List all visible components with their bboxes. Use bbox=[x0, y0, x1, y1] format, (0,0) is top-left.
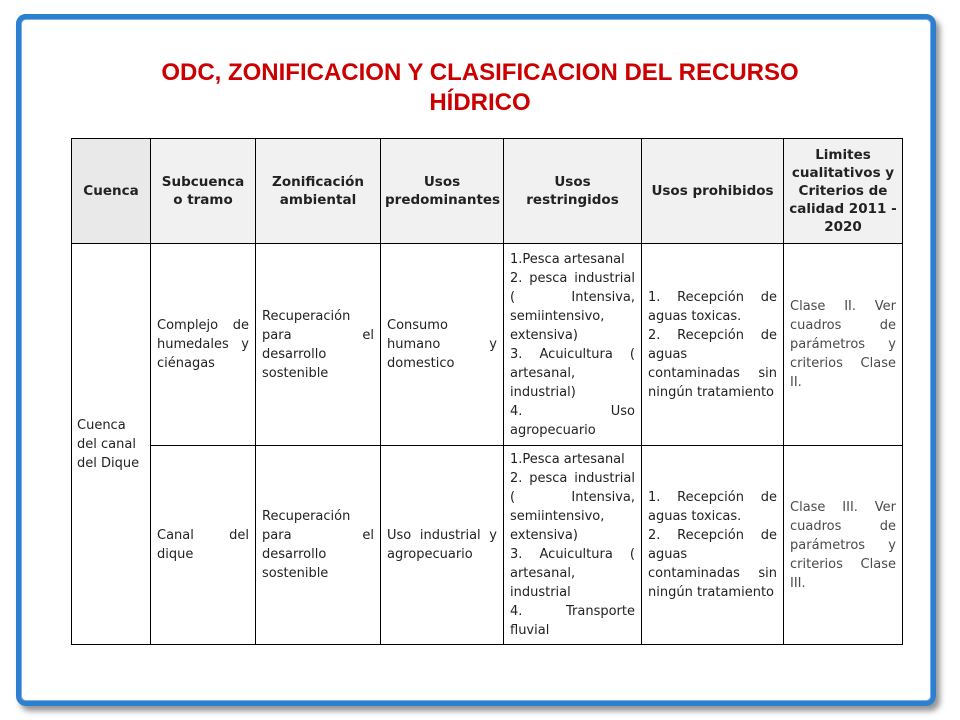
header-usos-prohibidos: Usos prohibidos bbox=[642, 139, 784, 244]
cell-usos-predominantes: Uso industrial y agropecuario bbox=[381, 446, 504, 645]
cell-usos-restringidos bbox=[504, 244, 642, 446]
header-subcuenca: Subcuenca o tramo bbox=[151, 139, 256, 244]
cell-usos-restringidos bbox=[504, 446, 642, 645]
list-item: 2. pesca industrial ( Intensiva, semiintensivo, extensiva) bbox=[510, 471, 635, 543]
header-usos-restringidos: Usos restringidos bbox=[504, 139, 642, 244]
table-row bbox=[72, 244, 903, 446]
cell-limites: Clase II. Ver cuadros de parámetros y criterios Clase II. bbox=[784, 244, 903, 446]
table-header-row bbox=[72, 139, 903, 244]
title-line-2: HÍDRICO bbox=[429, 89, 531, 116]
list-item: 2. Recepción de aguas contaminadas sin ningún tratamiento bbox=[648, 528, 777, 600]
cell-subcuenca: Canal del dique bbox=[151, 446, 256, 645]
cell-subcuenca: Complejo de humedales y ciénagas bbox=[151, 244, 256, 446]
header-cuenca: Cuenca bbox=[72, 139, 151, 244]
cell-zonificacion: Recuperación para el desarrollo sostenible bbox=[256, 446, 381, 645]
cell-zonificacion: Recuperación para el desarrollo sostenible bbox=[256, 244, 381, 446]
list-item: 1.Pesca artesanal bbox=[510, 251, 625, 267]
list-item: 1. Recepción de aguas toxicas. bbox=[648, 490, 777, 524]
cell-cuenca: Cuenca del canal del Dique bbox=[72, 244, 151, 645]
list-item: 2. Recepción de aguas contaminadas sin ningún tratamiento bbox=[648, 327, 777, 400]
slide-title bbox=[120, 58, 840, 118]
table-row bbox=[72, 446, 903, 645]
list-item: 3. Acuicultura ( artesanal, industrial) bbox=[510, 346, 635, 400]
cell-usos-prohibidos bbox=[642, 244, 784, 446]
list-item: 1. Recepción de aguas toxicas. bbox=[648, 289, 777, 324]
list-item: 4. Uso agropecuario bbox=[510, 403, 635, 438]
list-item: 3. Acuicultura ( artesanal, industrial bbox=[510, 547, 635, 600]
zoning-table bbox=[71, 138, 903, 645]
header-zonificacion: Zonificación ambiental bbox=[256, 139, 381, 244]
cell-limites: Clase III. Ver cuadros de parámetros y criterios Clase III. bbox=[784, 446, 903, 645]
list-item: 1.Pesca artesanal bbox=[510, 452, 625, 467]
list-item: 2. pesca industrial ( Intensiva, semiintensivo, extensiva) bbox=[510, 270, 635, 343]
header-usos-predominantes: Usos predominantes bbox=[381, 139, 504, 244]
header-limites: Limites cualitativos y Criterios de calidad 2011 - 2020 bbox=[784, 139, 903, 244]
title-line-1: ODC, ZONIFICACION Y CLASIFICACION DEL RECURSO bbox=[161, 59, 799, 86]
list-item: 4. Transporte fluvial bbox=[510, 604, 635, 638]
cell-usos-predominantes: Consumo humano y domestico bbox=[381, 244, 504, 446]
cell-usos-prohibidos bbox=[642, 446, 784, 645]
